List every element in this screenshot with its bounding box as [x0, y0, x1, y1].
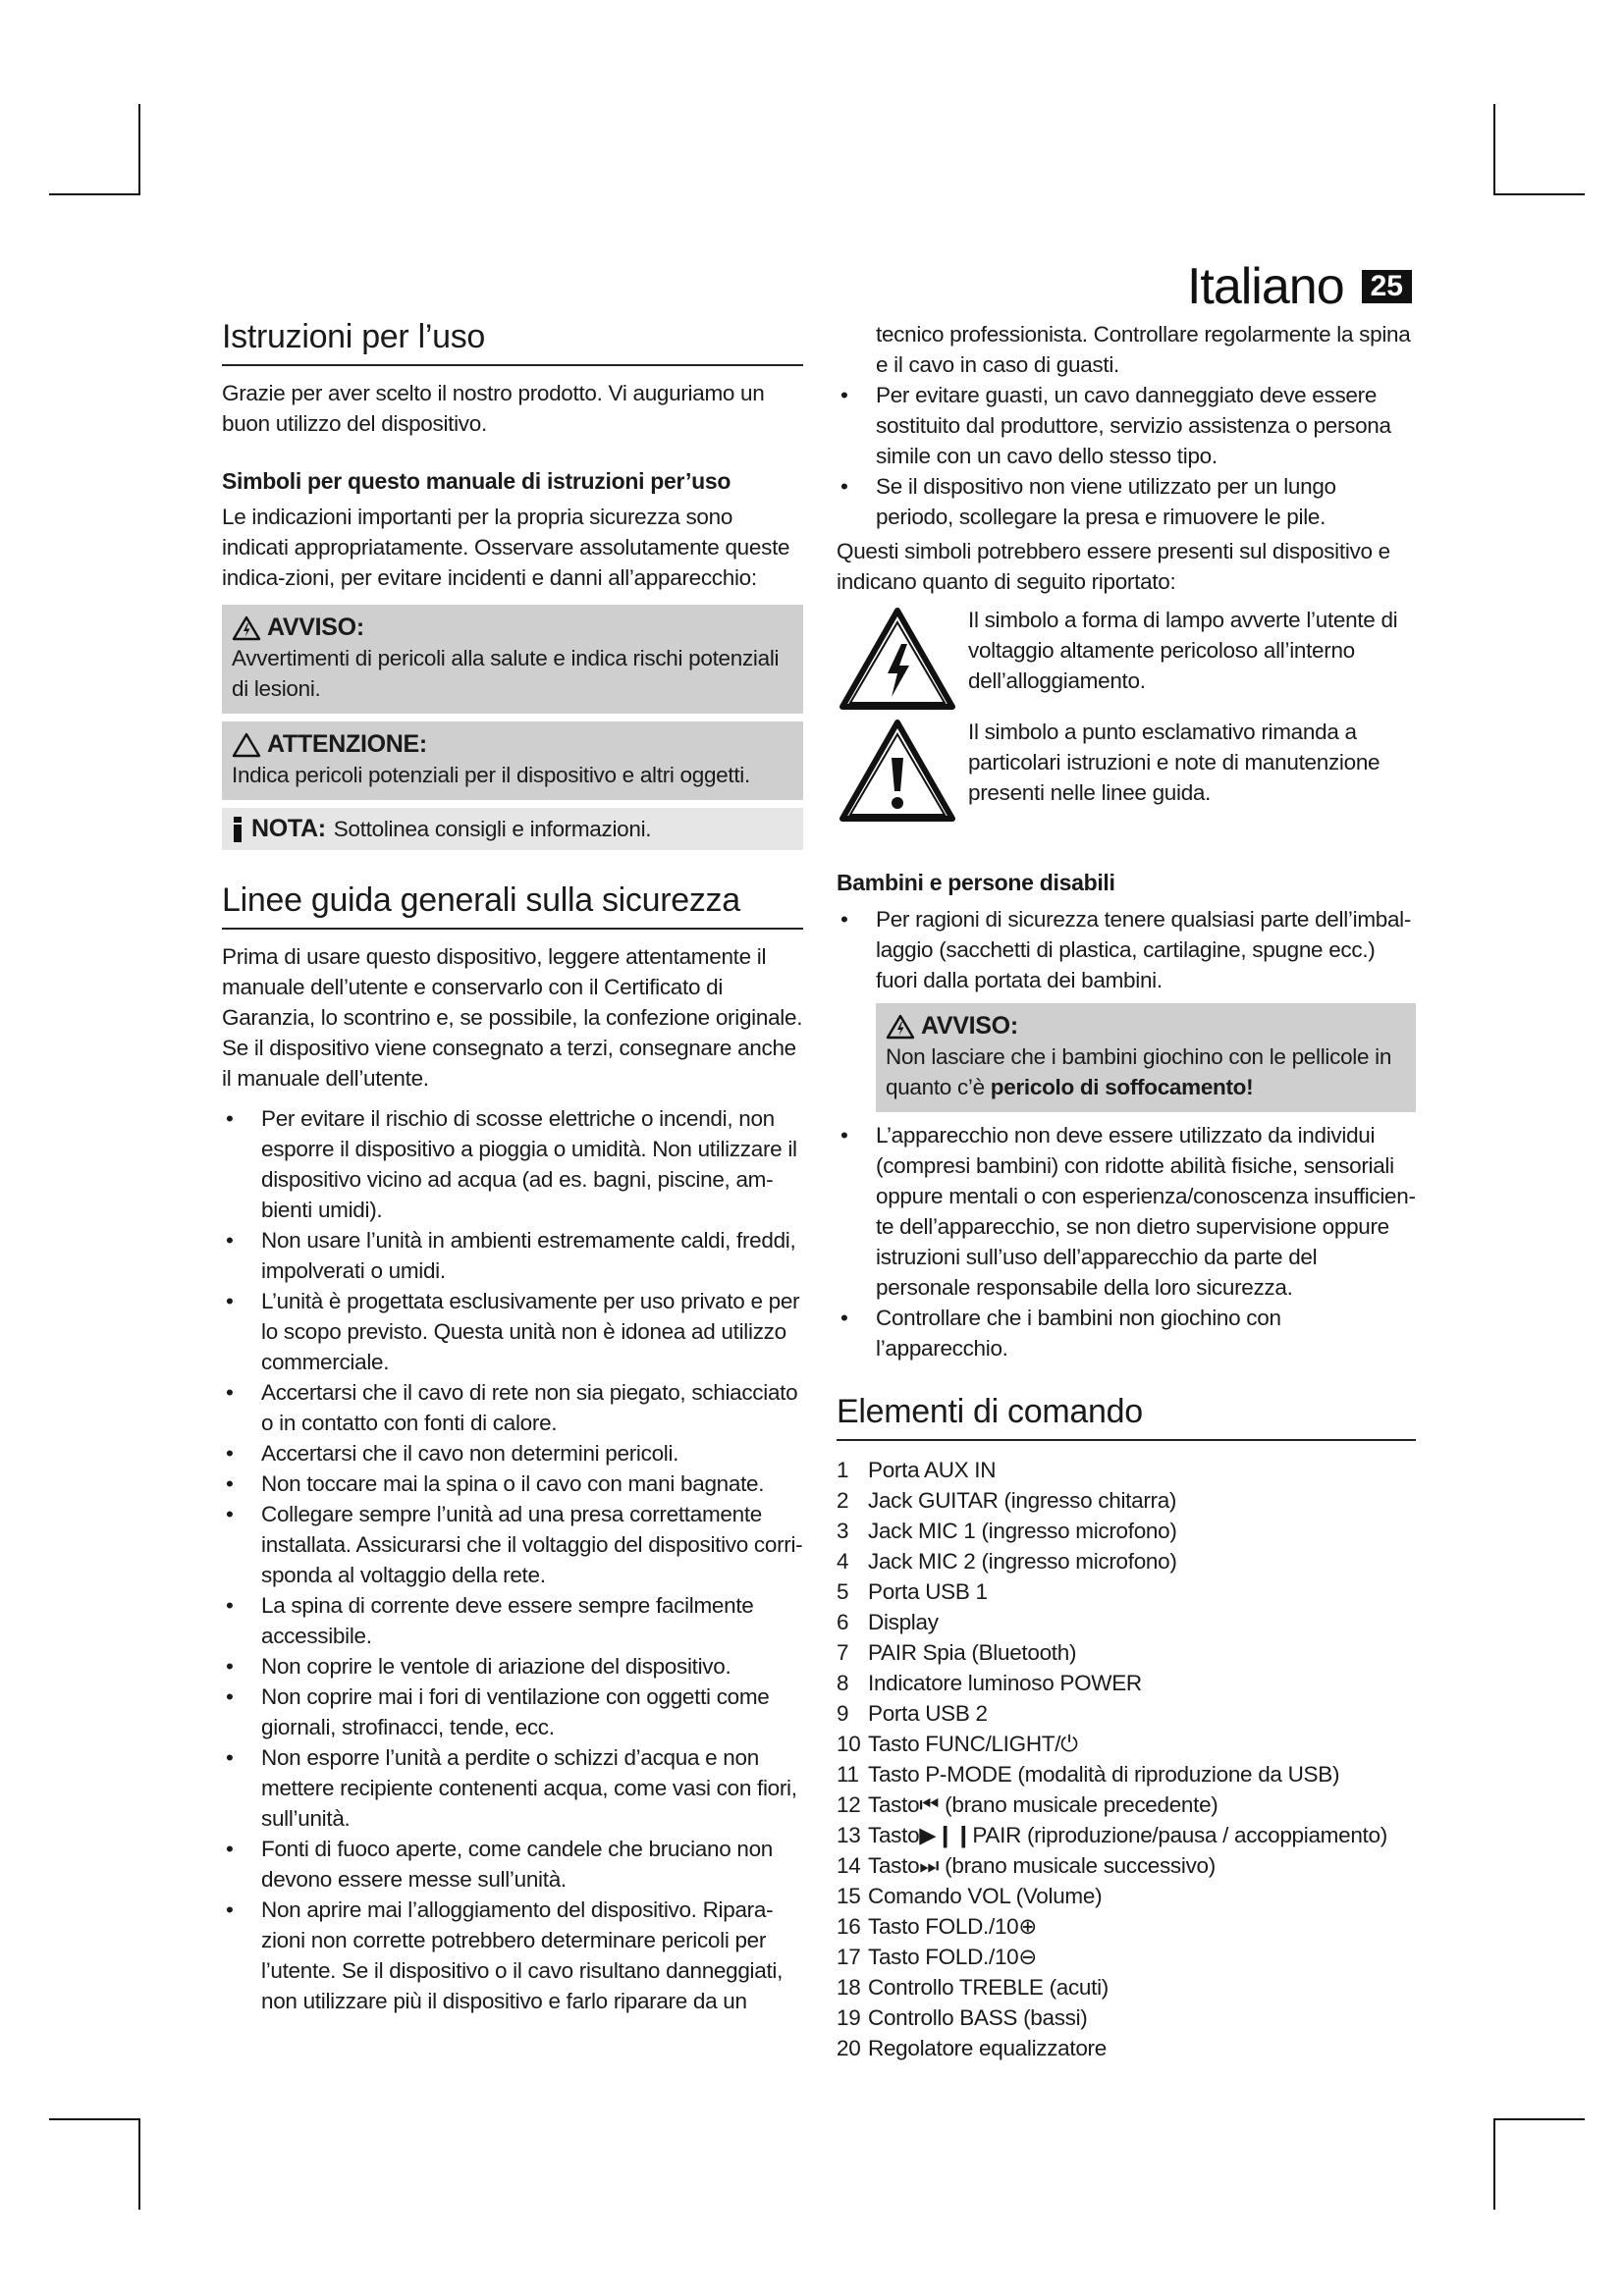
control-number: 19: [837, 2005, 861, 2030]
control-label: Tasto▶❙❙PAIR (riproduzione/pausa / accoppiamento): [868, 1823, 1387, 1847]
symbols-intro: Questi simboli potrebbero essere presenti sul dispositivo e indicano quanto di seguito riportato:: [837, 539, 1390, 594]
section-title-safety: Linee guida generali sulla sicurezza: [222, 885, 803, 930]
list-item: • L’unità è progettata esclusivamente per uso privato e per lo scopo previsto. Questa unità non è idonea ad utilizzo commerciale.: [222, 1286, 803, 1377]
children-avviso-title: AVVISO:: [921, 1012, 1018, 1040]
control-label: Comando VOL (Volume): [868, 1884, 1103, 1908]
continuation-text: tecnico professionista. Controllare regolarmente la spina e il cavo in caso di guasti.: [876, 322, 1411, 377]
list-item: • L’apparecchio non deve essere utilizzato da individui (compresi bambini) con ridotte abilità fisiche, sensoriali oppure mentali o con esperienza/conoscenza insufficien-te dell’apparecchio, se non dietro supervisione oppure istruzioni sull’uso dell’apparecchio da parte del personale responsabile della loro sicurezza.: [837, 1120, 1416, 1303]
control-number: 3: [837, 1519, 849, 1543]
control-item: [837, 1607, 1416, 1637]
list-item: • Per evitare il rischio di scosse elettriche o incendi, non esporre il dispositivo a pioggia o umidità. Non utilizzare il dispositivo vicino ad acqua (ad es. bagni, piscine, am-bienti umidi).: [222, 1103, 803, 1225]
control-item: [837, 1455, 1416, 1485]
control-item: [837, 1759, 1416, 1789]
control-item: [837, 1516, 1416, 1546]
symbol-row-exclaim: [837, 717, 1416, 825]
language-title: Italiano: [1186, 258, 1344, 315]
control-number: 1: [837, 1458, 849, 1482]
control-label: Tasto FUNC/LIGHT/⏻: [868, 1732, 1078, 1756]
control-number: 13: [837, 1823, 861, 1847]
list-item: • Non aprire mai l’alloggiamento del dispositivo. Ripara-zioni non corrette potrebbero determinare pericoli per l’utente. Se il dispositivo o il cavo risultano danneggiati, non utilizzare più il dispositivo e farlo riparare da un: [222, 1895, 803, 2016]
crop-mark-top-left-v: [138, 104, 140, 195]
avviso-title: AVVISO:: [267, 614, 364, 641]
control-item: [837, 1668, 1416, 1698]
control-number: 18: [837, 1975, 861, 2000]
right-column: [837, 319, 1416, 2063]
list-item: • Collegare sempre l’unità ad una presa correttamente installata. Assicurarsi che il voltaggio del dispositivo corri-sponda al voltaggio della rete.: [222, 1499, 803, 1590]
page-header: [1187, 257, 1412, 316]
list-item: • Controllare che i bambini non giochino con l’apparecchio.: [837, 1303, 1416, 1363]
control-number: 12: [837, 1792, 861, 1817]
list-item: • Accertarsi che il cavo non determini pericoli.: [222, 1438, 803, 1468]
children-avviso-text: Non lasciare che i bambini giochino con le pellicole in quanto c’è pericolo di soffocamento!: [886, 1044, 1392, 1099]
warning-triangle-icon: [232, 615, 261, 641]
control-item: [837, 1485, 1416, 1516]
control-item: [837, 1576, 1416, 1607]
control-item: [837, 1546, 1416, 1576]
control-label: Indicatore luminoso POWER: [868, 1671, 1142, 1695]
control-item: [837, 1942, 1416, 1972]
list-item: • Per ragioni di sicurezza tenere qualsiasi parte dell’imbal-laggio (sacchetti di plastica, cartilagine, spugne ecc.) fuori dalla portata dei bambini.: [837, 904, 1416, 995]
control-label: Tasto FOLD./10⊕: [868, 1914, 1037, 1939]
control-number: 4: [837, 1549, 849, 1574]
crop-mark-bottom-left-v: [138, 2118, 140, 2210]
control-number: 20: [837, 2036, 861, 2060]
list-item: • Fonti di fuoco aperte, come candele che bruciano non devono essere messe sull’unità.: [222, 1834, 803, 1895]
suffocation-warning: pericolo di soffocamento!: [990, 1075, 1254, 1099]
info-icon: [230, 816, 245, 843]
list-item: • Non coprire mai i fori di ventilazione con oggetti come giornali, strofinacci, tende, ecc.: [222, 1682, 803, 1742]
control-label: Porta USB 2: [868, 1701, 988, 1726]
control-item: [837, 1972, 1416, 2002]
crop-mark-top-right-v: [1493, 104, 1495, 195]
list-item: • Non coprire le ventole di ariazione del dispositivo.: [222, 1651, 803, 1682]
control-label: Regolatore equalizzatore: [868, 2036, 1107, 2060]
control-item: [837, 1637, 1416, 1668]
children-bullet-list-1: [837, 904, 1416, 995]
children-heading: Bambini e persone disabili: [837, 870, 1115, 895]
list-item: • Non usare l’unità in ambienti estremamente caldi, freddi, impolverati o umidi.: [222, 1225, 803, 1286]
crop-mark-top-left-h: [49, 193, 140, 195]
children-avviso-box: [876, 1003, 1416, 1112]
symbol-exclaim-text: Il simbolo a punto esclamativo rimanda a particolari istruzioni e note di manutenzione presenti nelle linee guida.: [968, 720, 1380, 805]
control-number: 10: [837, 1732, 861, 1756]
section-title-instructions: Istruzioni per l’uso: [222, 322, 803, 366]
controls-list: [837, 1455, 1416, 2063]
list-item: • La spina di corrente deve essere sempre facilmente accessibile.: [222, 1590, 803, 1651]
symbols-heading: Simboli per questo manuale di istruzioni per’uso: [222, 468, 731, 494]
control-item: [837, 1789, 1416, 1820]
control-item: [837, 1698, 1416, 1729]
control-label: Tasto P-MODE (modalità di riproduzione da USB): [868, 1762, 1340, 1787]
list-item: • Per evitare guasti, un cavo danneggiato deve essere sostituito dal produttore, servizio assistenza o persona simile con un cavo dello stesso tipo.: [837, 380, 1416, 471]
crop-mark-top-right-h: [1493, 193, 1585, 195]
intro-paragraph: Grazie per aver scelto il nostro prodotto. Vi auguriamo un buon utilizzo del dispositivo.: [222, 381, 765, 436]
control-label: Jack MIC 2 (ingresso microfono): [868, 1549, 1177, 1574]
control-number: 8: [837, 1671, 849, 1695]
control-label: Jack MIC 1 (ingresso microfono): [868, 1519, 1177, 1543]
control-item: [837, 2033, 1416, 2063]
control-number: 16: [837, 1914, 861, 1939]
crop-mark-bottom-right-v: [1493, 2118, 1495, 2210]
list-item: • Non esporre l’unità a perdite o schizzi d’acqua e non mettere recipiente contenenti acqua, come vasi con fiori, sull’unità.: [222, 1742, 803, 1834]
nota-text: Sottolinea consigli e informazioni.: [333, 817, 652, 841]
control-number: 7: [837, 1640, 849, 1665]
list-item: • Se il dispositivo non viene utilizzato per un lungo periodo, scollegare la presa e rimuovere le pile.: [837, 471, 1416, 532]
control-label: Tasto⏮ (brano musicale precedente): [868, 1792, 1218, 1817]
symbols-paragraph: Le indicazioni importanti per la propria sicurezza sono indicati appropriatamente. Osservare assolutamente queste indica-zioni, per evitare incidenti e danni all’apparecchio:: [222, 505, 790, 590]
symbol-lightning-text: Il simbolo a forma di lampo avverte l’utente di voltaggio altamente pericoloso all’interno dell’alloggiamento.: [968, 608, 1398, 693]
avviso-box: [222, 605, 803, 714]
control-item: [837, 1881, 1416, 1911]
list-item: • Accertarsi che il cavo di rete non sia piegato, schiacciato o in contatto con fonti di calore.: [222, 1377, 803, 1438]
caution-triangle-icon: [232, 732, 261, 758]
control-label: Tasto FOLD./10⊖: [868, 1945, 1037, 1969]
page-number: 25: [1362, 270, 1412, 303]
control-label: Controllo BASS (bassi): [868, 2005, 1088, 2030]
crop-mark-bottom-right-h: [1493, 2118, 1585, 2120]
warning-triangle-icon: [886, 1014, 915, 1040]
control-number: 9: [837, 1701, 849, 1726]
nota-title: NOTA:: [251, 815, 326, 842]
control-label: Porta AUX IN: [868, 1458, 997, 1482]
attenzione-text: Indica pericoli potenziali per il dispositivo e altri oggetti.: [232, 763, 750, 787]
symbol-row-lightning: [837, 605, 1416, 713]
control-number: 15: [837, 1884, 861, 1908]
control-number: 11: [837, 1762, 859, 1787]
control-item: [837, 1850, 1416, 1881]
exclamation-warning-icon: [837, 717, 958, 825]
control-item: [837, 2002, 1416, 2033]
control-number: 5: [837, 1579, 849, 1604]
nota-box: [222, 808, 803, 850]
control-label: Tasto⏭ (brano musicale successivo): [868, 1853, 1216, 1878]
crop-mark-bottom-left-h: [49, 2118, 140, 2120]
lightning-warning-icon: [837, 605, 958, 713]
control-number: 14: [837, 1853, 861, 1878]
control-item: [837, 1820, 1416, 1850]
control-label: Controllo TREBLE (acuti): [868, 1975, 1109, 2000]
control-number: 2: [837, 1488, 849, 1513]
control-number: 17: [837, 1945, 861, 1969]
safety-bullet-list-cont: [837, 380, 1416, 532]
avviso-text: Avvertimenti di pericoli alla salute e indica rischi potenziali di lesioni.: [232, 646, 780, 701]
safety-bullet-list: [222, 1103, 803, 2016]
list-item: • Non toccare mai la spina o il cavo con mani bagnate.: [222, 1468, 803, 1499]
safety-intro: Prima di usare questo dispositivo, leggere attentamente il manuale dell’utente e conservarlo con il Certificato di Garanzia, lo scontrino e, se possibile, la confezione originale. Se il dispositivo viene consegnato a terzi, consegnare anche il manuale dell’utente.: [222, 944, 803, 1091]
attenzione-title: ATTENZIONE:: [267, 730, 427, 758]
left-column: [222, 318, 803, 2016]
children-bullet-list-2: [837, 1120, 1416, 1363]
control-item: [837, 1911, 1416, 1942]
control-label: Jack GUITAR (ingresso chitarra): [868, 1488, 1177, 1513]
control-label: PAIR Spia (Bluetooth): [868, 1640, 1077, 1665]
section-title-controls: Elementi di comando: [837, 1397, 1416, 1441]
control-number: 6: [837, 1610, 849, 1634]
control-label: Porta USB 1: [868, 1579, 988, 1604]
control-label: Display: [868, 1610, 939, 1634]
attenzione-box: [222, 721, 803, 800]
control-item: [837, 1729, 1416, 1759]
